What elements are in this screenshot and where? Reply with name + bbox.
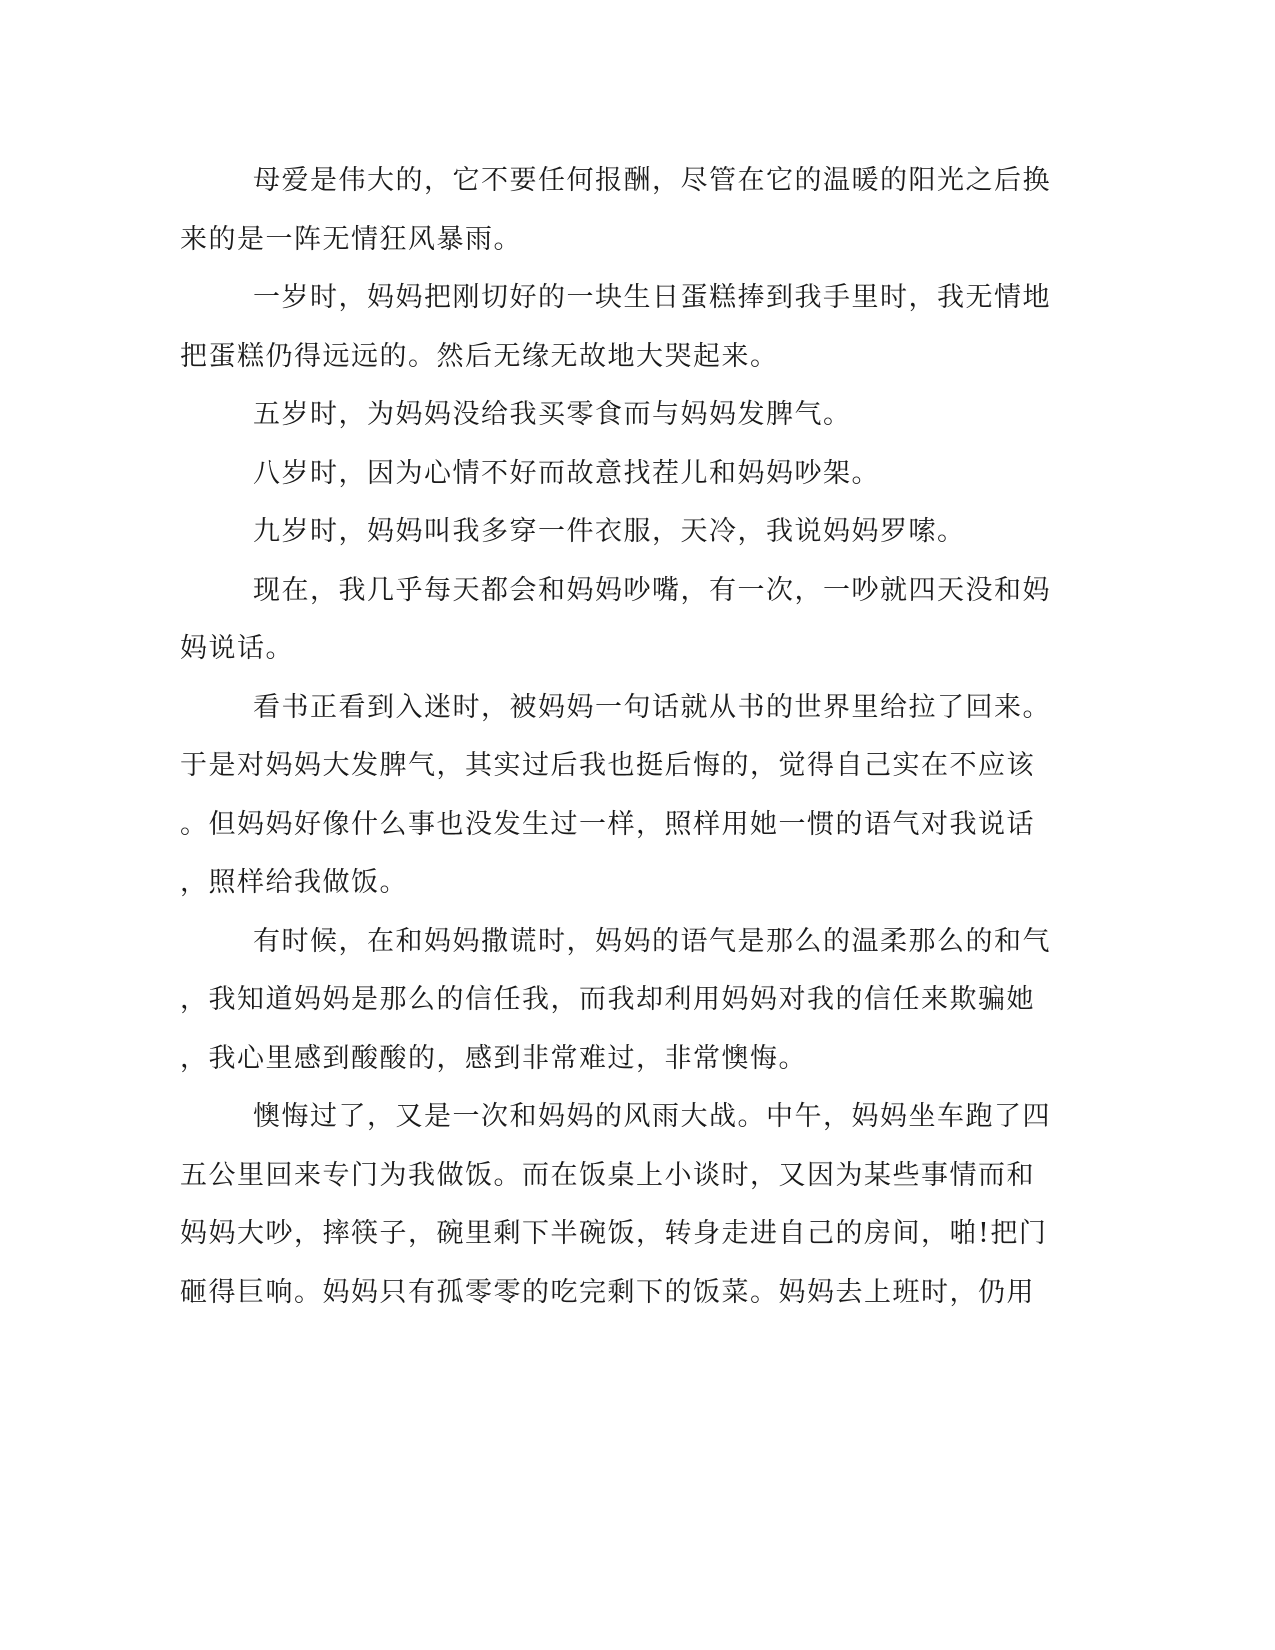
text-line: 五岁时，为妈妈没给我买零食而与妈妈发脾气。 bbox=[253, 399, 852, 430]
document-body bbox=[180, 152, 1051, 1322]
text-line: 母爱是伟大的，它不要任何报酬，尽管在它的温暖的阳光之后换 bbox=[253, 165, 1051, 196]
text-line: 妈妈大吵，摔筷子，碗里剩下半碗饭，转身走进自己的房间，啪!把门 bbox=[180, 1218, 1048, 1249]
text-line: 看书正看到入迷时，被妈妈一句话就从书的世界里给拉了回来。 bbox=[253, 691, 1051, 723]
text-line: 于是对妈妈大发脾气，其实过后我也挺后悔的，觉得自己实在不应该 bbox=[180, 750, 1035, 781]
text-line: 五公里回来专门为我做饭。而在饭桌上小谈时，又因为某些事情而和 bbox=[180, 1159, 1035, 1191]
paragraph bbox=[180, 679, 1051, 913]
text-line: 九岁时，妈妈叫我多穿一件衣服，天冷，我说妈妈罗嗦。 bbox=[253, 516, 966, 547]
text-line: 。但妈妈好像什么事也没发生过一样，照样用她一惯的语气对我说话 bbox=[180, 808, 1035, 840]
text-line: 懊悔过了，又是一次和妈妈的风雨大战。中午，妈妈坐车跑了四 bbox=[253, 1101, 1051, 1132]
paragraph bbox=[180, 269, 1051, 386]
text-line: 现在，我几乎每天都会和妈妈吵嘴，有一次，一吵就四天没和妈 bbox=[253, 574, 1051, 606]
paragraph bbox=[180, 386, 1040, 445]
paragraph bbox=[180, 152, 1051, 269]
paragraph bbox=[180, 562, 1051, 679]
text-line: 来的是一阵无情狂风暴雨。 bbox=[180, 223, 522, 255]
text-line: ，我知道妈妈是那么的信任我，而我却利用妈妈对我的信任来欺骗她 bbox=[180, 984, 1035, 1015]
paragraph bbox=[180, 503, 1040, 562]
paragraph bbox=[180, 913, 1051, 1089]
text-line: 妈说话。 bbox=[180, 633, 294, 664]
paragraph bbox=[180, 445, 1040, 504]
text-line: 砸得巨响。妈妈只有孤零零的吃完剩下的饭菜。妈妈去上班时，仍用 bbox=[180, 1276, 1035, 1308]
text-line: 八岁时，因为心情不好而故意找茬儿和妈妈吵架。 bbox=[253, 457, 880, 489]
text-line: 一岁时，妈妈把刚切好的一块生日蛋糕捧到我手里时，我无情地 bbox=[253, 282, 1051, 313]
text-line: ，照样给我做饭。 bbox=[180, 867, 408, 898]
text-line: 有时候，在和妈妈撒谎时，妈妈的语气是那么的温柔那么的和气 bbox=[253, 925, 1051, 957]
text-line: 把蛋糕仍得远远的。然后无缘无故地大哭起来。 bbox=[180, 340, 779, 372]
paragraph bbox=[180, 1088, 1051, 1322]
text-line: ，我心里感到酸酸的，感到非常难过，非常懊悔。 bbox=[180, 1042, 807, 1074]
